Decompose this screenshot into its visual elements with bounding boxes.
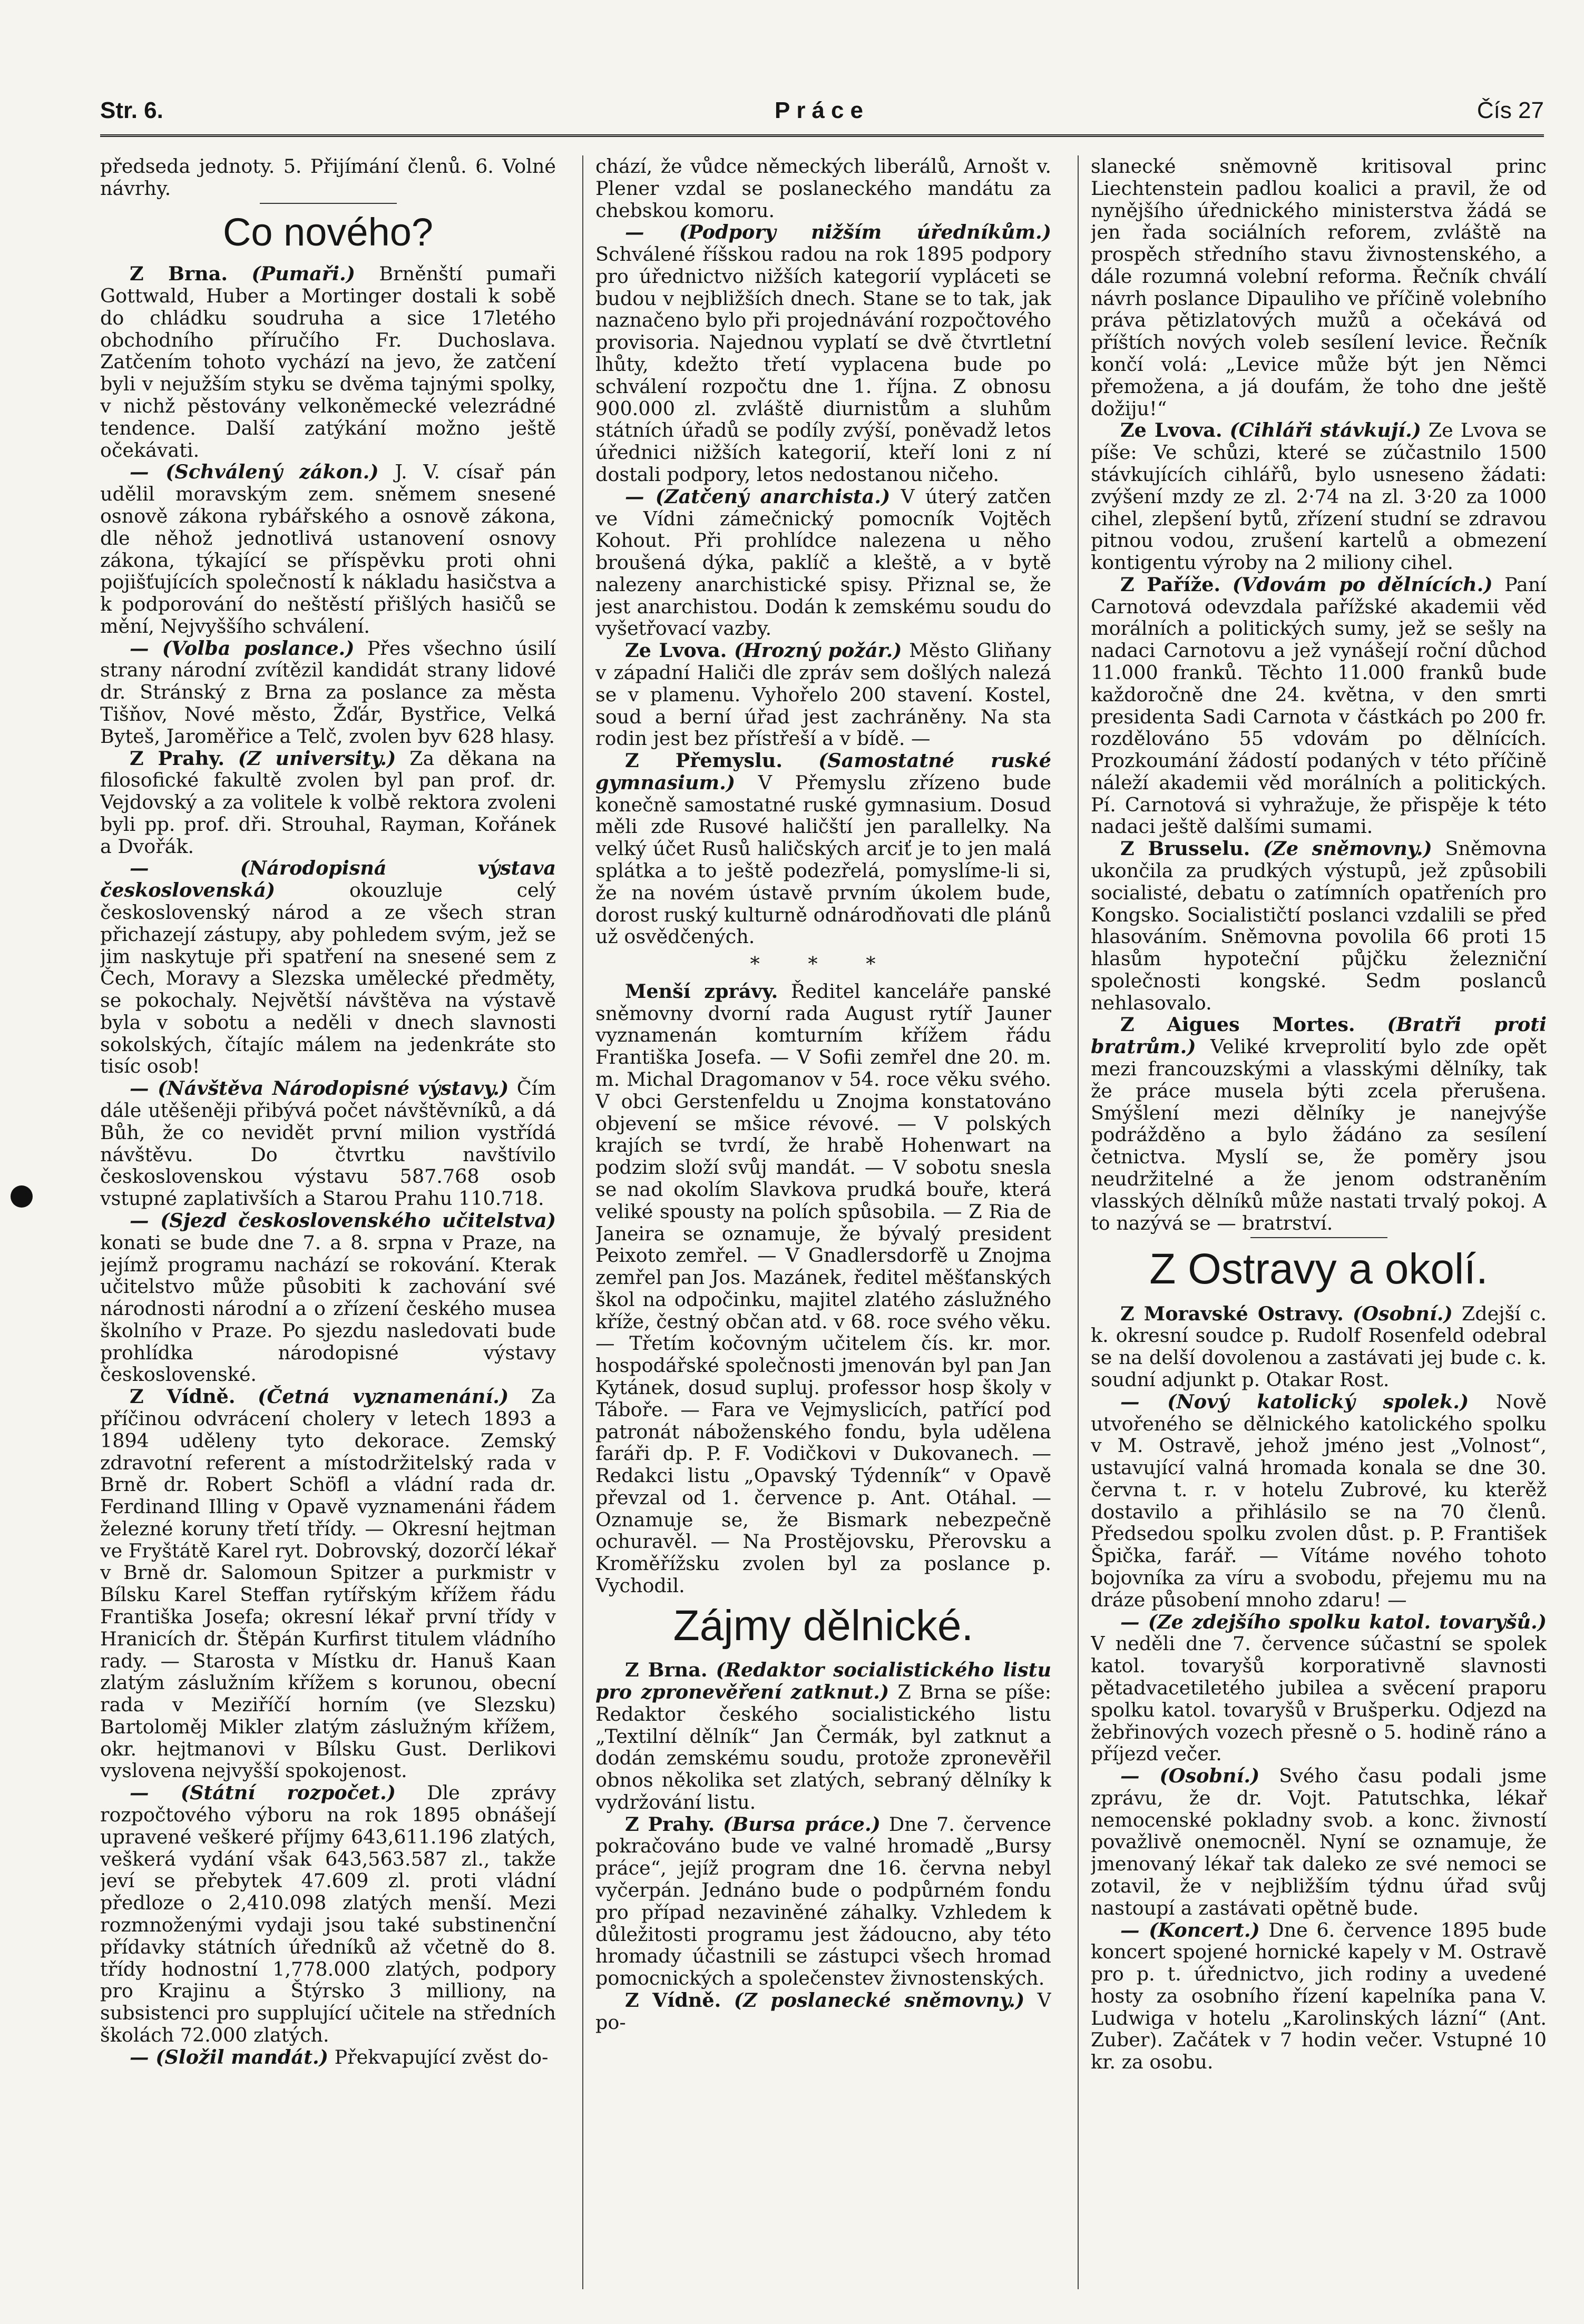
news-text: Za děkana na filosofické fakultě zvolen byl pan prof. dr. Vejdovský a za volitele k volbě rektora zvoleni byli pp. prof. dři. Strouhal, Rayman, Kořánek a Dvořák. (100, 747, 556, 858)
news-title: — (Zatčený anarchista.) (625, 485, 891, 508)
news-title: — (Sjezd československého učitelstva) (130, 1209, 556, 1232)
news-item (100, 857, 556, 1077)
news-text: Veliké krveprolití bylo zde opět mezi francouzskými a vlasskými dělníky, tak že práce musela býti zcela přerušena. Smýšlení mezi dělníky je nanejvýše podrážděno a bylo žádáno za sesílení četnictva. Myslí se, že poměry jsou neudržitelné a že jenom odstraněním vlasských dělníků může nastati trvalý pokoj. A to nazývá se — bratrství. (1091, 1035, 1547, 1234)
news-text: V po- (595, 1988, 1051, 2034)
news-text: Schválené říšskou radou na rok 1895 podpory pro úřednictvo nižších kategorií vypláceti se budou v nejbližších dnech. Stane se to tak, jak naznačeno bylo při projednávání rozpočtového provisoria. Najednou vyplatí se dvě čtvrtletní lhůty, kdežto třetí vyplacena bude po schválení rozpočtu dne 1. října. Z obnosu 900.000 zl. zvláště diurnistům a sluhům státních úřadů se podíly zvýší, poněvadž letos úřednici nižších kategorií, kteří loni z ní dostali podpory, letos nedostanou ničeho. (595, 243, 1051, 486)
column-2 (595, 155, 1051, 2289)
news-item (595, 155, 1051, 221)
news-place: Ze Lvova. (1120, 419, 1223, 442)
news-text: V neděli dne 7. července súčastní se spolek katol. tovaryšů korporativně slavnosti pětadvacetiletého jubilea a svěcení praporu spolku katol. tovaryšů v Brušperku. Odjezd na žebřinových vozech přesně o 5. hodině ráno a příjezd večer. (1091, 1632, 1547, 1766)
news-item (1091, 838, 1547, 1014)
news-text: Z Brna se píše: Redaktor českého socialistického listu „Textilní dělník“ Jan Čermák, byl zatknut a dodán zemskému soudu, protože zpronevěřil obnos několika set zlatých, sebraný dělníky k vydržování listu. (595, 1680, 1051, 1813)
news-place: Z Paříže. (1120, 573, 1221, 596)
news-place: Z Moravské Ostravy. (1120, 1302, 1344, 1325)
news-text: Město Gliňany v západní Haliči dle zpráv sem došlých nalezá se v plamenu. Vyhořelo 200 stavení. Kostel, soud a berní úřad jest zachráněny. Na sta rodin jest bez přístřeší a v bídě. — (595, 639, 1051, 750)
section-heading: Co nového? (222, 210, 434, 254)
intro-text: předseda jednoty. 5. Přijímání členů. 6. Volné návrhy. (100, 155, 556, 200)
news-text: J. V. císař pán udělil moravským zem. sněmem snesené osnově zákona rybářského a osnově zákona, dle něhož jednotlivá ustanovení osnovy zákona, týkající se příspěvku proti ohni pojišťujících společností k nákladu hasičstva a k podporování do neštěstí přišlých hasičů se mění, Nejvyššího schválení. (100, 460, 556, 638)
news-item (100, 1077, 556, 1210)
news-text: V úterý zatčen ve Vídni zámečnický pomocník Vojtěch Kohout. Při prohlídce nalezena u něho broušená dýka, paklíč a kleště, a v bytě nalezeny anarchistické spisy. Přiznal se, že jest anarchistou. Dodán k zemskému soudu do vyšetřovací vazby. (595, 485, 1051, 640)
news-text: Zdejší c. k. okresní soudce p. Rudolf Rosenfeld odebral se na delší dovolenou a zastávati jej bude c. k. soudní adjunkt p. Otakar Rost. (1091, 1302, 1547, 1391)
news-item (1091, 419, 1547, 573)
news-place: Z Aigues Mortes. (1120, 1013, 1355, 1036)
news-text: Paní Carnotová odevzdala pařížské akademii věd morálních a politických sumy, jež se sešly na nadaci Carnotovu a jež vynášejí roční důchod 11.000 franků. Těchto 11.000 franků bude každoročně dne 24. května, v den smrti presidenta Sadi Carnota v částkách po 200 fr. rozdělováno 55 vdovám po dělnících. Prozkoumání žádostí podaných v této příčině náleží akademii věd morálních a politických. Pí. Carnotová si vyhražuje, že přispěje k této nadaci ještě dalšími sumami. (1091, 573, 1547, 838)
news-place: Z Přemyslu. (625, 749, 783, 772)
news-item (1091, 574, 1547, 838)
news-item (1091, 1611, 1547, 1765)
news-title: (Vdovám po dělnících.) (1232, 573, 1493, 596)
news-item (595, 1659, 1051, 1813)
news-item (100, 748, 556, 858)
news-place: Z Prahy. (130, 747, 225, 770)
news-item (1091, 155, 1547, 419)
news-title: — (Státní rozpočet.) (130, 1781, 396, 1805)
news-place: Menší zprávy. (625, 979, 778, 1003)
news-item (1091, 1765, 1547, 1919)
news-title: (Bursa práce.) (723, 1812, 881, 1836)
news-item (100, 461, 556, 637)
news-text: Dne 7. července pokračováno bude ve valné hromadě „Bursy práce“, jejíž program dne 16. června nebyl vyčerpán. Jednáno bude o podpůrném fondu pro případ nezaviněné záhalky. Vzhledem k důležitosti programu jest žádoucno, aby této hromady účastnili se zástupci všech hromad pomocnických a společenstev živnostenských. (595, 1812, 1051, 1990)
news-item (100, 638, 556, 748)
news-item (595, 980, 1051, 1597)
news-item (595, 640, 1051, 750)
news-title: (Z university.) (238, 747, 396, 770)
news-text: Čím dále utěšeněji přibývá počet návštěvníků, a dá Bůh, že co nevidět první milion vystřídá návštěvu. Do čtvrtku navštívilo československou výstavu 587.768 osob vstupné zaplativších a Starou Prahu 110.718. (100, 1077, 556, 1210)
news-title: — (Národopisná výstava československá) (100, 857, 556, 902)
news-title: (Cihláři stávkují.) (1229, 419, 1421, 442)
news-title: (Osobní.) (1352, 1302, 1453, 1325)
news-title: — (Schválený zákon.) (130, 460, 379, 484)
news-item (1091, 1919, 1547, 2073)
news-item (595, 221, 1051, 485)
news-title: (Samostatné ruské gymnasium.) (595, 749, 1051, 794)
news-title: (Redaktor socialistického listu pro zpronevěření zatknut.) (595, 1659, 1051, 1703)
news-title: — (Koncert.) (1120, 1918, 1260, 1941)
news-item (1091, 1391, 1547, 1611)
column-3 (1091, 155, 1547, 2289)
newspaper-title: Práce (775, 97, 869, 123)
news-text: Ředitel kanceláře panské sněmovny dvorní rada August rytíř Jauner vyznamenán komturním křížem řádu Františka Josefa. — V Sofii zemřel dne 20. m. m. Michal Dragomanov v 54. roce věku svého. V obci Gerstenfeldu u Znojma konstatováno objevení se mšice révové. — V polských krajích se tvrdí, že hrabě Hohenwart na podzim složí svůj mandát. — V sobotu snesla se nad okolím Slavkova prudká bouře, která veliké spousty na polích spůsobila. — Z Ria de Janeira se oznamuje, že bývalý president Peixoto zemřel. — V Gnadlersdorfě u Znojma zemřel pan Jos. Mazánek, ředitel měšťanských škol na odpočinku, majitel zlatého záslužného kříže, čestný občan atd. v 68. roce svého věku. — Třetím kočovným učitelem čís. kr. mor. hospodářské společnosti jmenován byl pan Jan Kytánek, dosud supluj. professor hosp školy v Táboře. — Fara ve Vejmyslicích, patřící pod patronát náboženského fondu, byla udělena faráři dp. P. F. Vodičkovi v Dukovanech. — Redakci listu „Opavský Týdenník“ v Opavě převzal od 1. července p. Ant. Otáhal. — Oznamuje se, že Bismark nebezpečně ochuravěl. — Na Prostějovsku, Přerovsku a Kroměřížsku zvolen byl za poslance p. Vychodil. (595, 979, 1051, 1597)
news-title: (Z poslanecké sněmovny.) (734, 1988, 1025, 2012)
news-text: Ze Lvova se píše: Ve schůzi, které se zúčastnilo 1500 stávkujících cihlářů, bylo usneseno žádati: zvýšení mzdy ze zl. 2·74 na zl. 3·20 za 1000 cihel, zlepšení bytů, zřízení studní se zdravou pitnou vodou, zrušení kartelů a obmezení kontigentu výroby na 2 miliony cihel. (1091, 419, 1547, 574)
column-divider (1078, 155, 1079, 2289)
news-title: — (Ze zdejšího spolku katol. tovaryšů.) (1120, 1610, 1547, 1633)
binding-hole (11, 1185, 33, 1208)
section-rule (1250, 1237, 1387, 1238)
news-place: Z Vídně. (625, 1988, 721, 2012)
news-place: Z Brusselu. (1120, 837, 1250, 860)
news-item (100, 1386, 556, 1782)
news-text: Dne 6. července 1895 bude koncert spojené hornické kapely v M. Ostravě pro p. t. úřednictvo, jich rodiny a uvedené hosty za osobního řízení kapelníka pana V. Ludwiga v hotelu „Karolinských lázní“ (Ant. Zuber). Začátek v 7 hodin večer. Vstupné 10 kr. za osobu. (1091, 1918, 1547, 2074)
header-rule (100, 134, 1544, 137)
news-title: — (Podpory nižším úředníkům.) (625, 221, 1051, 244)
news-place: Ze Lvova. (625, 639, 727, 662)
news-text: Překvapující zvěst do- (334, 2045, 549, 2068)
news-title: (Četná vyznamenání.) (258, 1385, 509, 1408)
news-item (595, 750, 1051, 948)
news-item (100, 263, 556, 461)
news-item (1091, 1303, 1547, 1391)
section-heading: Zájmy dělnické. (673, 1601, 974, 1650)
page-header (100, 97, 1544, 140)
news-place: Z Vídně. (130, 1385, 236, 1408)
news-text: okouzluje celý československý národ a ze všech stran přichazejí zástupy, aby pohledem svým, jež se jim naskytuje při spatření na snesené sem z Čech, Moravy a Slezska umělecké předměty, se pokochaly. Největší návštěva na výstavě byla v sobotu a neděli v dnech slavnosti sokolských, čítajíc málem na jedenkráte sto tisíc osob! (100, 879, 556, 1078)
news-text: Svého času podali jsme zprávu, že dr. Vojt. Patutschka, lékař nemocenské pokladny svob. a konc. živností považlivě onemocněl. Nyní se oznamuje, že jmenovaný lékař tak daleko ze své nemoci se zotavil, že v nejbližším týdnu úřad svůj nastoupí a zastávati opětně bude. (1091, 1764, 1547, 1919)
section-separator: * * * (750, 953, 897, 976)
news-title: — (Nový katolický spolek.) (1120, 1390, 1469, 1413)
news-item (100, 1210, 556, 1386)
news-item (595, 1989, 1051, 2034)
news-title: (Ze sněmovny.) (1263, 837, 1432, 860)
page-number: Str. 6. (100, 97, 163, 123)
news-text: Sněmovna ukončila za prudkých výstupů, jež způsobili socialisté, debatu o zatímních opatřeních pro Kongsko. Socialističtí poslanci vzdalili se před hlasováním. Sněmovna povolila 66 proti 15 hlasům hypoteční půjčku železniční společnosti kongské. Sedm poslanců nehlasovalo. (1091, 837, 1547, 1014)
news-text: Brněnští pumaři Gottwald, Huber a Mortinger dostali k sobě do chládku soudruha a sice 17letého obchodního příručího Fr. Duchoslava. Zatčením tohoto vychází na jevo, že zatčení byli v nejužším styku se dvěma tajnými spolky, v nichž pěstovány velkoněmecké velezrádné tendence. Další zatýkání možno ještě očekávati. (100, 262, 556, 462)
issue-number: Čís 27 (1477, 97, 1544, 123)
news-text: Přes všechno úsilí strany národní zvítězil kandidát strany lidové dr. Stránský z Brna za poslance za města Tišňov, Nové město, Žďár, Bystřice, Velká Byteš, Jaroměřice a Telč, zvolen byv 628 hlasy. (100, 636, 556, 748)
news-title: — (Návštěva Národopisné výstavy.) (130, 1077, 509, 1100)
news-title: — (Volba poslance.) (130, 636, 355, 660)
news-title: (Hrozný požár.) (734, 639, 902, 662)
news-place: Z Prahy. (625, 1812, 715, 1836)
news-text: Nově utvořeného se dělnického katolického spolku v M. Ostravě, jehož jméno jest „Volnost“, ustavující valná hromada konala se dne 30. června t. r. v hotelu Zubrové, ku kterěž dostavilo a přihlásilo se na 70 členů. Předsedou spolku zvolen důst. p. P. František Špička, farář. — Vítáme nového tohoto bojovníka za víru a svobodu, přejemu mu na dráze působení mnoho zdaru! — (1091, 1390, 1547, 1611)
news-item (595, 486, 1051, 640)
column-divider (582, 155, 583, 2289)
news-item (1091, 1014, 1547, 1234)
news-text: Dle zprávy rozpočtového výboru na rok 1895 obnášejí upravené veškeré příjmy 643,611.196 zlatých, veškerá vydání však 643,563.587 zl., takže jeví se přebytek 47.609 zl. proti vládní předloze o 2,410.098 zlatých menší. Mezi rozmnoženými vydaji jsou také substinenční přídavky státních úředníků až včetně do 8. třídy hodnostní 1,778.000 zlatých, podpory pro Krajinu a Štýrsko 3 milliony, na subsistenci pro supplující učitele na středních školách 72.000 zlatých. (100, 1781, 556, 2046)
news-text: slanecké sněmovně kritisoval princ Liechtenstein padlou koalici a pravil, že od nynějšího úřednického ministerstva žádá se jen řada sociálních reforem, zvláště na prospěch středního stavu živnostenského, a dále rozumná volební reforma. Řečník chválí návrh poslance Dipauliho ve příčině volebního práva pětizlatových mužů a očekává od příštích nových voleb sesílení levice. Řečník končí volá: „Levice může být jen Němci přemožena, a já doufám, že toho dne ještě dožiju!“ (1091, 155, 1547, 420)
section-heading: Z Ostravy a okolí. (1149, 1245, 1488, 1293)
section-rule (260, 203, 397, 204)
news-text: Za příčinou odvrácení cholery v letech 1893 a 1894 uděleny tyto dekorace. Zemský zdravotní referent a místodržitelský rada v Brně dr. Robert Schöfl a vládní rada dr. Ferdinand Illing v Opavě vyznamenáni řádem železné koruny třetí třídy. — Okresní hejtman ve Fryštátě Karel ryt. Dobrovský, dozorčí lékař v Brně dr. Salomoun Spitzer a purkmistr v Bílsku Karel Steffan rytířským křížem řádu Františka Josefa; okresní lékař první třídy v Hranicích dr. Štěpán Kurfirst titulem vládního rady. — Starosta v Místku dr. Hanuš Kaan zlatým záslužním křížem s korunou, obecní rada v Meziříčí horním (ve Slezsku) Bartoloměj Mikler zlatým záslužným křížem, okr. hejtmanovi v Bílsku Gust. Derlikovi vyslovena nejvyšší spokojenost. (100, 1385, 556, 1782)
news-text: chází, že vůdce německých liberálů, Arnošt v. Plener vzdal se poslaneckého mandátu za chebskou komoru. (595, 155, 1051, 222)
news-item (595, 1813, 1051, 1989)
news-text: konati se bude dne 7. a 8. srpna v Praze, na jejímž programu nachází se rokování. Kterak učitelstvo může působiti k zachování své národnosti národní a o zřízení českého musea školního v Praze. Po sjezdu nasledovati bude prohlídka národopisné výstavy československé. (100, 1231, 556, 1386)
news-text: V Přemyslu zřízeno bude konečně samostatné ruské gymnasium. Dosud měli zde Rusové haličští jen parallelky. Na velký účet Rusů haličských arciť je to jen malá splátka a to ještě podezřelá, pomyslíme-li si, že na novém ústavě prvním úkolem bude, dorost ruský kulturně odnárodňovati dle plánů už osvědčených. (595, 771, 1051, 948)
news-item (100, 2046, 556, 2068)
news-title: — (Složil mandát.) (130, 2045, 329, 2068)
news-place: Z Brna. (625, 1659, 708, 1682)
news-title: (Pumaři.) (251, 262, 356, 286)
column-1 (100, 155, 556, 2289)
news-title: — (Osobní.) (1120, 1764, 1260, 1788)
news-place: Z Brna. (130, 262, 228, 286)
news-item (100, 1782, 556, 2046)
news-title: (Bratři proti bratrům.) (1091, 1013, 1547, 1058)
